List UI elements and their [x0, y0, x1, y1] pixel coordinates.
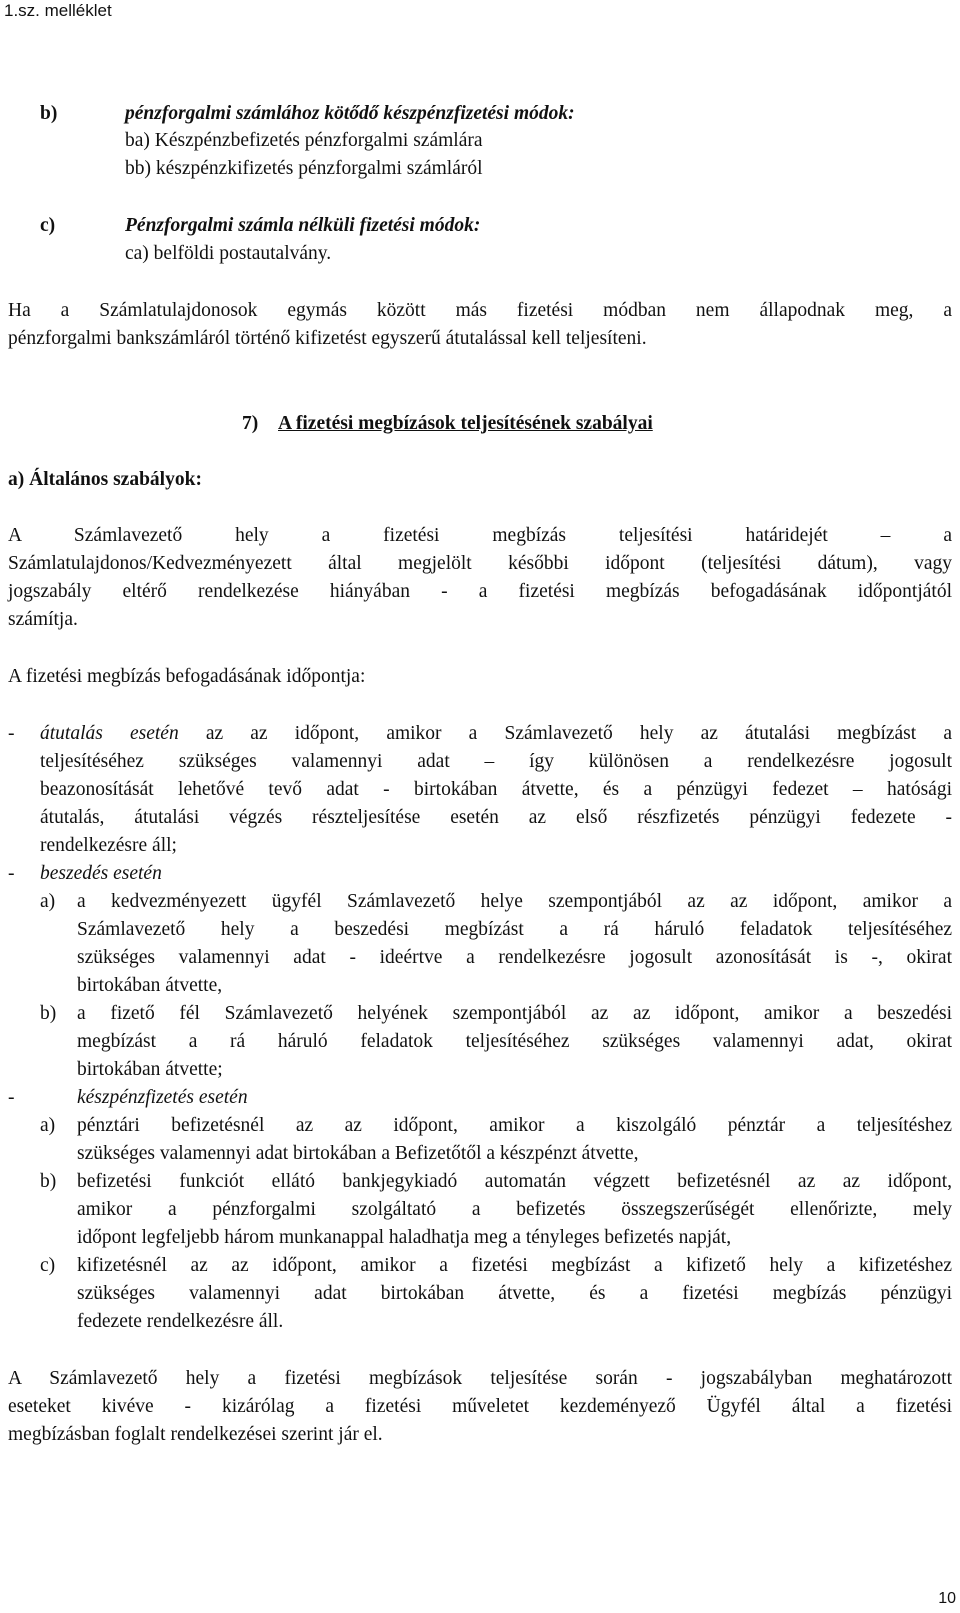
transfer-line: átutalás, átutalási végzés részteljesítése esetén az első részfizetés pénzügyi fedezete - [40, 807, 952, 828]
transfer-first-line [40, 720, 952, 748]
intro-line: jogszabály eltérő rendelkezése hiányában - a fizetési megbízás befogadásának időpontjától [8, 581, 952, 602]
transfer-lead: átutalás esetén [40, 723, 179, 744]
cash-payment-lead: készpénzfizetés esetén [77, 1087, 248, 1108]
list-dash: - [8, 863, 15, 884]
subitem-line: fedezete rendelkezésre áll. [77, 1311, 284, 1332]
section-c-marker: c) [40, 215, 56, 236]
transfer-line: rendelkezésre áll; [40, 835, 177, 856]
section-b-item: bb) készpénzkifizetés pénzforgalmi számláról [125, 158, 483, 179]
subitem-line: birtokában átvette; [77, 1059, 223, 1080]
subsection-a-title: a) Általános szabályok: [8, 469, 202, 490]
subitem-marker: c) [40, 1255, 56, 1276]
list-dash: - [8, 723, 15, 744]
note-line: pénzforgalmi bankszámláról történő kifizetést egyszerű átutalással kell teljesíteni. [8, 328, 647, 349]
subitem-line: birtokában átvette, [77, 975, 223, 996]
subitem-marker: a) [40, 1115, 56, 1136]
closing-line: A Számlavezető hely a fizetési megbízások teljesítése során - jogszabályban meghatározott [8, 1368, 952, 1389]
subitem-line: Számlavezető hely a beszedési megbízást a rá háruló feladatok teljesítéséhez [77, 919, 952, 940]
subitem-line: szükséges valamennyi adat birtokában a Befizetőtől a készpénzt átvette, [77, 1143, 639, 1164]
section-b-title: pénzforgalmi számlához kötődő készpénzfizetési módok: [125, 103, 575, 124]
section-b-marker: b) [40, 103, 58, 124]
direct-debit-lead: beszedés esetén [40, 863, 162, 884]
section-c-item: ca) belföldi postautalvány. [125, 243, 332, 264]
subitem-line: a kedvezményezett ügyfél Számlavezető helye szempontjából az az időpont, amikor a [77, 891, 952, 912]
closing-line: eseteket kivéve - kizárólag a fizetési műveletet kezdeményező Ügyfél által a fizetési [8, 1396, 952, 1417]
transfer-line: beazonosítását lehetővé tevő adat - birtokában átvette, és a pénzügyi fedezet – hatósági [40, 779, 952, 800]
section-7-number: 7) [242, 413, 259, 434]
subitem-line: szükséges valamennyi adat birtokában átvette, és a fizetési megbízás pénzügyi [77, 1283, 952, 1304]
header-note: 1.sz. melléklet [4, 1, 112, 20]
intro-line: Számlatulajdonos/Kedvezményezett által megjelölt későbbi időpont (teljesítési dátum), vagy [8, 553, 952, 574]
closing-line: megbízásban foglalt rendelkezései szerint jár el. [8, 1424, 383, 1445]
subitem-line: kifizetésnél az az időpont, amikor a fizetési megbízást a kifizető hely a kifizetéshez [77, 1255, 952, 1276]
section-c-title: Pénzforgalmi számla nélküli fizetési módok: [125, 215, 481, 236]
subitem-line: amikor a pénzforgalmi szolgáltató a befizetés összegszerűségét ellenőrizte, mely [77, 1199, 952, 1220]
subitem-line: szükséges valamennyi adat - ideértve a rendelkezésre jogosult azonosítását is -, okirat [77, 947, 952, 968]
subitem-line: a fizető fél Számlavezető helyének szempontjából az az időpont, amikor a beszedési [77, 1003, 952, 1024]
section-b-item: ba) Készpénzbefizetés pénzforgalmi számlára [125, 130, 483, 151]
intro-line: számítja. [8, 609, 78, 630]
transfer-line: teljesítéséhez szükséges valamennyi adat – így különösen a rendelkezésre jogosult [40, 751, 952, 772]
section-7-title: A fizetési megbízások teljesítésének szabályai [278, 413, 653, 434]
transfer-line: az az időpont, amikor a Számlavezető hely az átutalási megbízást a [178, 723, 952, 744]
subitem-line: időpont legfeljebb három munkanappal haladhatja meg a tényleges befizetés napját, [77, 1227, 732, 1248]
intro-line: A Számlavezető hely a fizetési megbízás teljesítési határidejét – a [8, 525, 952, 546]
receipt-heading: A fizetési megbízás befogadásának időpontja: [8, 666, 366, 687]
subitem-line: megbízást a rá háruló feladatok teljesítéséhez szükséges valamennyi adat, okirat [77, 1031, 952, 1052]
note-line: Ha a Számlatulajdonosok egymás között más fizetési módban nem állapodnak meg, a [8, 300, 952, 321]
subitem-line: befizetési funkciót ellátó bankjegykiadó automatán végzett befizetésnél az az időpont, [77, 1171, 952, 1192]
list-dash: - [8, 1087, 15, 1108]
subitem-marker: b) [40, 1171, 57, 1192]
subitem-marker: a) [40, 891, 56, 912]
subitem-marker: b) [40, 1003, 57, 1024]
page-number: 10 [938, 1590, 956, 1607]
subitem-line: pénztári befizetésnél az az időpont, amikor a kiszolgáló pénztár a teljesítéshez [77, 1115, 952, 1136]
